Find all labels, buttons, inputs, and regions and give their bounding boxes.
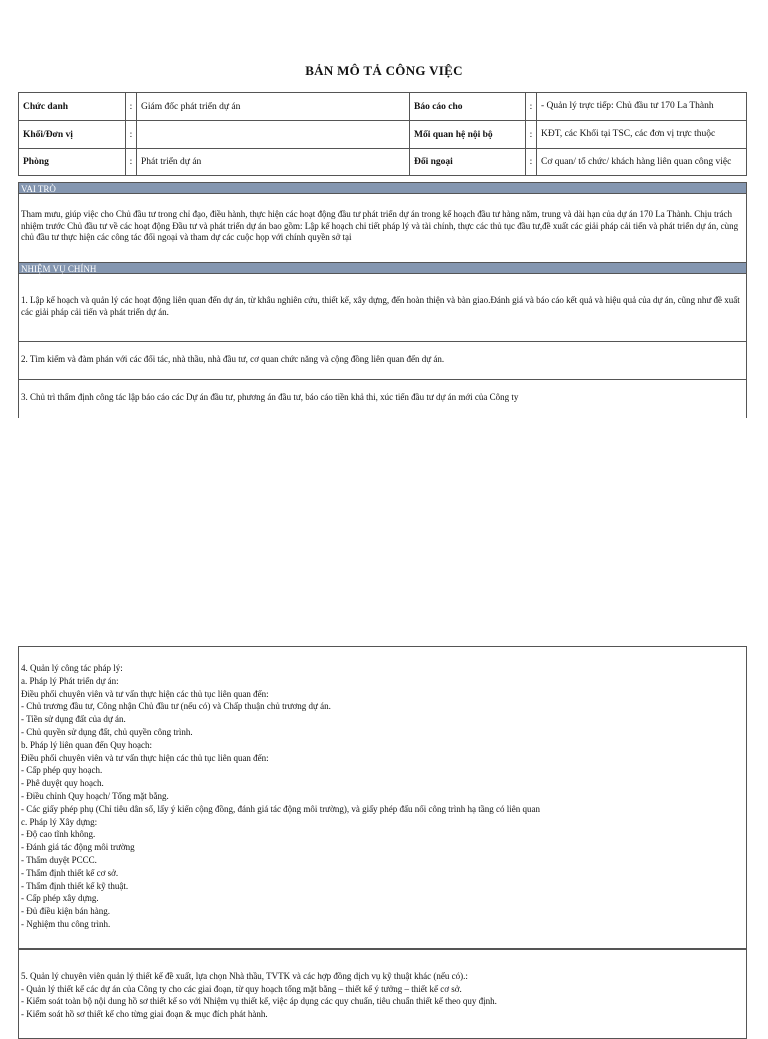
item4-line: - Độ cao tĩnh không. bbox=[21, 829, 96, 840]
item4-line: - Thẩm định thiết kế kỹ thuật. bbox=[21, 880, 129, 891]
duty-item-2 bbox=[18, 342, 747, 380]
internal-relations-value: KĐT, các Khối tại TSC, các đơn vị trực thuộc bbox=[537, 121, 747, 149]
item4-line: - Đánh giá tác động môi trường bbox=[21, 842, 135, 853]
duty-item-5 bbox=[18, 949, 747, 1039]
section-heading-role: VAI TRÒ bbox=[18, 182, 747, 194]
item4-line: - Tiền sử dụng đất của dự án. bbox=[21, 714, 126, 725]
item4-line: - Các giấy phép phụ (Chỉ tiêu dân số, lấy ý kiến cộng đồng, đánh giá tác động môi trường), và giấy phép đấu nối công trình hạ tầng có liên quan bbox=[21, 803, 541, 814]
external-relations-value: Cơ quan/ tổ chức/ khách hàng liên quan công việc bbox=[537, 149, 747, 176]
colon: : bbox=[126, 121, 137, 149]
duty-item-3-text: 3. Chủ trì thẩm định công tác lập báo cáo các Dự án đầu tư, phương án đầu tư, báo cáo tiền khả thi, xúc tiến đầu tư dự án mới của Công ty bbox=[21, 392, 519, 402]
division-label: Khối/Đơn vị bbox=[19, 121, 126, 149]
duty-item-3 bbox=[18, 380, 747, 418]
duty-item-1 bbox=[18, 274, 747, 342]
item4-line: b. Pháp lý liên quan đến Quy hoạch: bbox=[21, 739, 152, 750]
header-row-division bbox=[19, 121, 747, 149]
position-value: Giám đốc phát triển dự án bbox=[137, 93, 410, 121]
duty-item-2-text: 2. Tìm kiếm và đàm phán với các đối tác, nhà thầu, nhà đầu tư, cơ quan chức năng và cộng đồng liên quan đến dự án. bbox=[21, 354, 445, 364]
department-value: Phát triển dự án bbox=[137, 149, 410, 176]
role-text: Tham mưu, giúp việc cho Chủ đầu tư trong chỉ đạo, điều hành, thực hiện các hoạt động đầu tư phát triển dự án trong kế hoạch đầu tư hàng năm, trung và dài hạn của dự án 170 La Thành. Chịu trách nhiệm trước Chủ đầu tư về các hoạt động Đầu tư và phát triển dự án bao gồm: Lập kế hoạch chi tiết pháp lý và tài chính, thực các thủ tục đầu tư,đề xuất các giải pháp cải tiến và phát triển dự án, cùng chủ đầu tư thực hiện các công tác đối ngoại và tham dự các cuộc họp với chính quyền sở tại bbox=[21, 209, 739, 242]
department-label: Phòng bbox=[19, 149, 126, 176]
item4-line: - Chủ trương đầu tư, Công nhận Chủ đầu tư (nếu có) và Chấp thuận chủ trương dự án. bbox=[21, 701, 331, 712]
reports-to-value: - Quản lý trực tiếp: Chủ đầu tư 170 La Thành bbox=[537, 93, 747, 121]
position-label: Chức danh bbox=[19, 93, 126, 121]
item4-line: - Phê duyệt quy hoạch. bbox=[21, 778, 104, 789]
duty-item-4 bbox=[18, 646, 747, 949]
item4-line: c. Pháp lý Xây dựng: bbox=[21, 816, 98, 827]
item4-line: - Cấp phép xây dựng. bbox=[21, 893, 99, 904]
role-description bbox=[18, 194, 747, 262]
item4-line: - Điều chỉnh Quy hoạch/ Tổng mặt bằng. bbox=[21, 790, 169, 801]
internal-relations-label: Mối quan hệ nội bộ bbox=[410, 121, 526, 149]
section-heading-duties: NHIỆM VỤ CHÍNH bbox=[18, 262, 747, 274]
item4-line: - Nghiệm thu công trình. bbox=[21, 918, 111, 929]
external-relations-label: Đối ngoại bbox=[410, 149, 526, 176]
duty-item-1-text: 1. Lập kế hoạch và quản lý các hoạt động liên quan đến dự án, từ khâu nghiên cứu, thiết kế, xây dựng, đến hoàn thiện và bàn giao.Đánh giá và báo cáo kết quả và hiệu quả của dự án, cũng như đề xuất các giải pháp cải tiến và phát triển dự án. bbox=[21, 295, 740, 317]
colon: : bbox=[526, 149, 537, 176]
item4-line: 4. Quản lý công tác pháp lý: bbox=[21, 663, 123, 673]
item4-line: - Đủ điều kiện bán hàng. bbox=[21, 906, 110, 917]
header-info-table bbox=[18, 92, 747, 176]
colon: : bbox=[526, 121, 537, 149]
item5-line: - Quản lý thiết kế các dự án của Công ty cho các giai đoạn, từ quy hoạch tổng mặt bằng – thiết kế ý tưởng – thiết kế cơ sở. bbox=[21, 983, 462, 994]
header-row-position bbox=[19, 93, 747, 121]
colon: : bbox=[126, 149, 137, 176]
division-value bbox=[137, 121, 410, 149]
colon: : bbox=[126, 93, 137, 121]
item5-line: 5. Quản lý chuyên viên quản lý thiết kế đề xuất, lựa chọn Nhà thầu, TVTK và các hợp đồng dịch vụ kỹ thuật khác (nếu có).: bbox=[21, 971, 468, 981]
reports-to-label: Báo cáo cho bbox=[410, 93, 526, 121]
item4-line: - Thẩm định thiết kế cơ sở. bbox=[21, 867, 119, 878]
item4-line: Điều phối chuyên viên và tư vấn thực hiện các thủ tục liên quan đến: bbox=[21, 752, 269, 763]
item4-line: - Thẩm duyệt PCCC. bbox=[21, 854, 97, 865]
item4-line: Điều phối chuyên viên và tư vấn thực hiện các thủ tục liên quan đến: bbox=[21, 688, 269, 699]
colon: : bbox=[526, 93, 537, 121]
header-row-department bbox=[19, 149, 747, 176]
document-title: BẢN MÔ TẢ CÔNG VIỆC bbox=[305, 63, 463, 78]
item4-line: - Chủ quyền sử dụng đất, chủ quyền công trình. bbox=[21, 726, 193, 737]
item4-line: - Cấp phép quy hoạch. bbox=[21, 765, 103, 776]
item4-line: a. Pháp lý Phát triển dự án: bbox=[21, 675, 119, 686]
item5-line: - Kiểm soát toàn bộ nội dung hồ sơ thiết kế so với Nhiệm vụ thiết kế, việc áp dụng các quy chuẩn, tiêu chuẩn thiết kế theo quy định. bbox=[21, 996, 497, 1006]
item5-line: - Kiểm soát hồ sơ thiết kế cho từng giai đoạn & mục đích phát hành. bbox=[21, 1008, 268, 1019]
